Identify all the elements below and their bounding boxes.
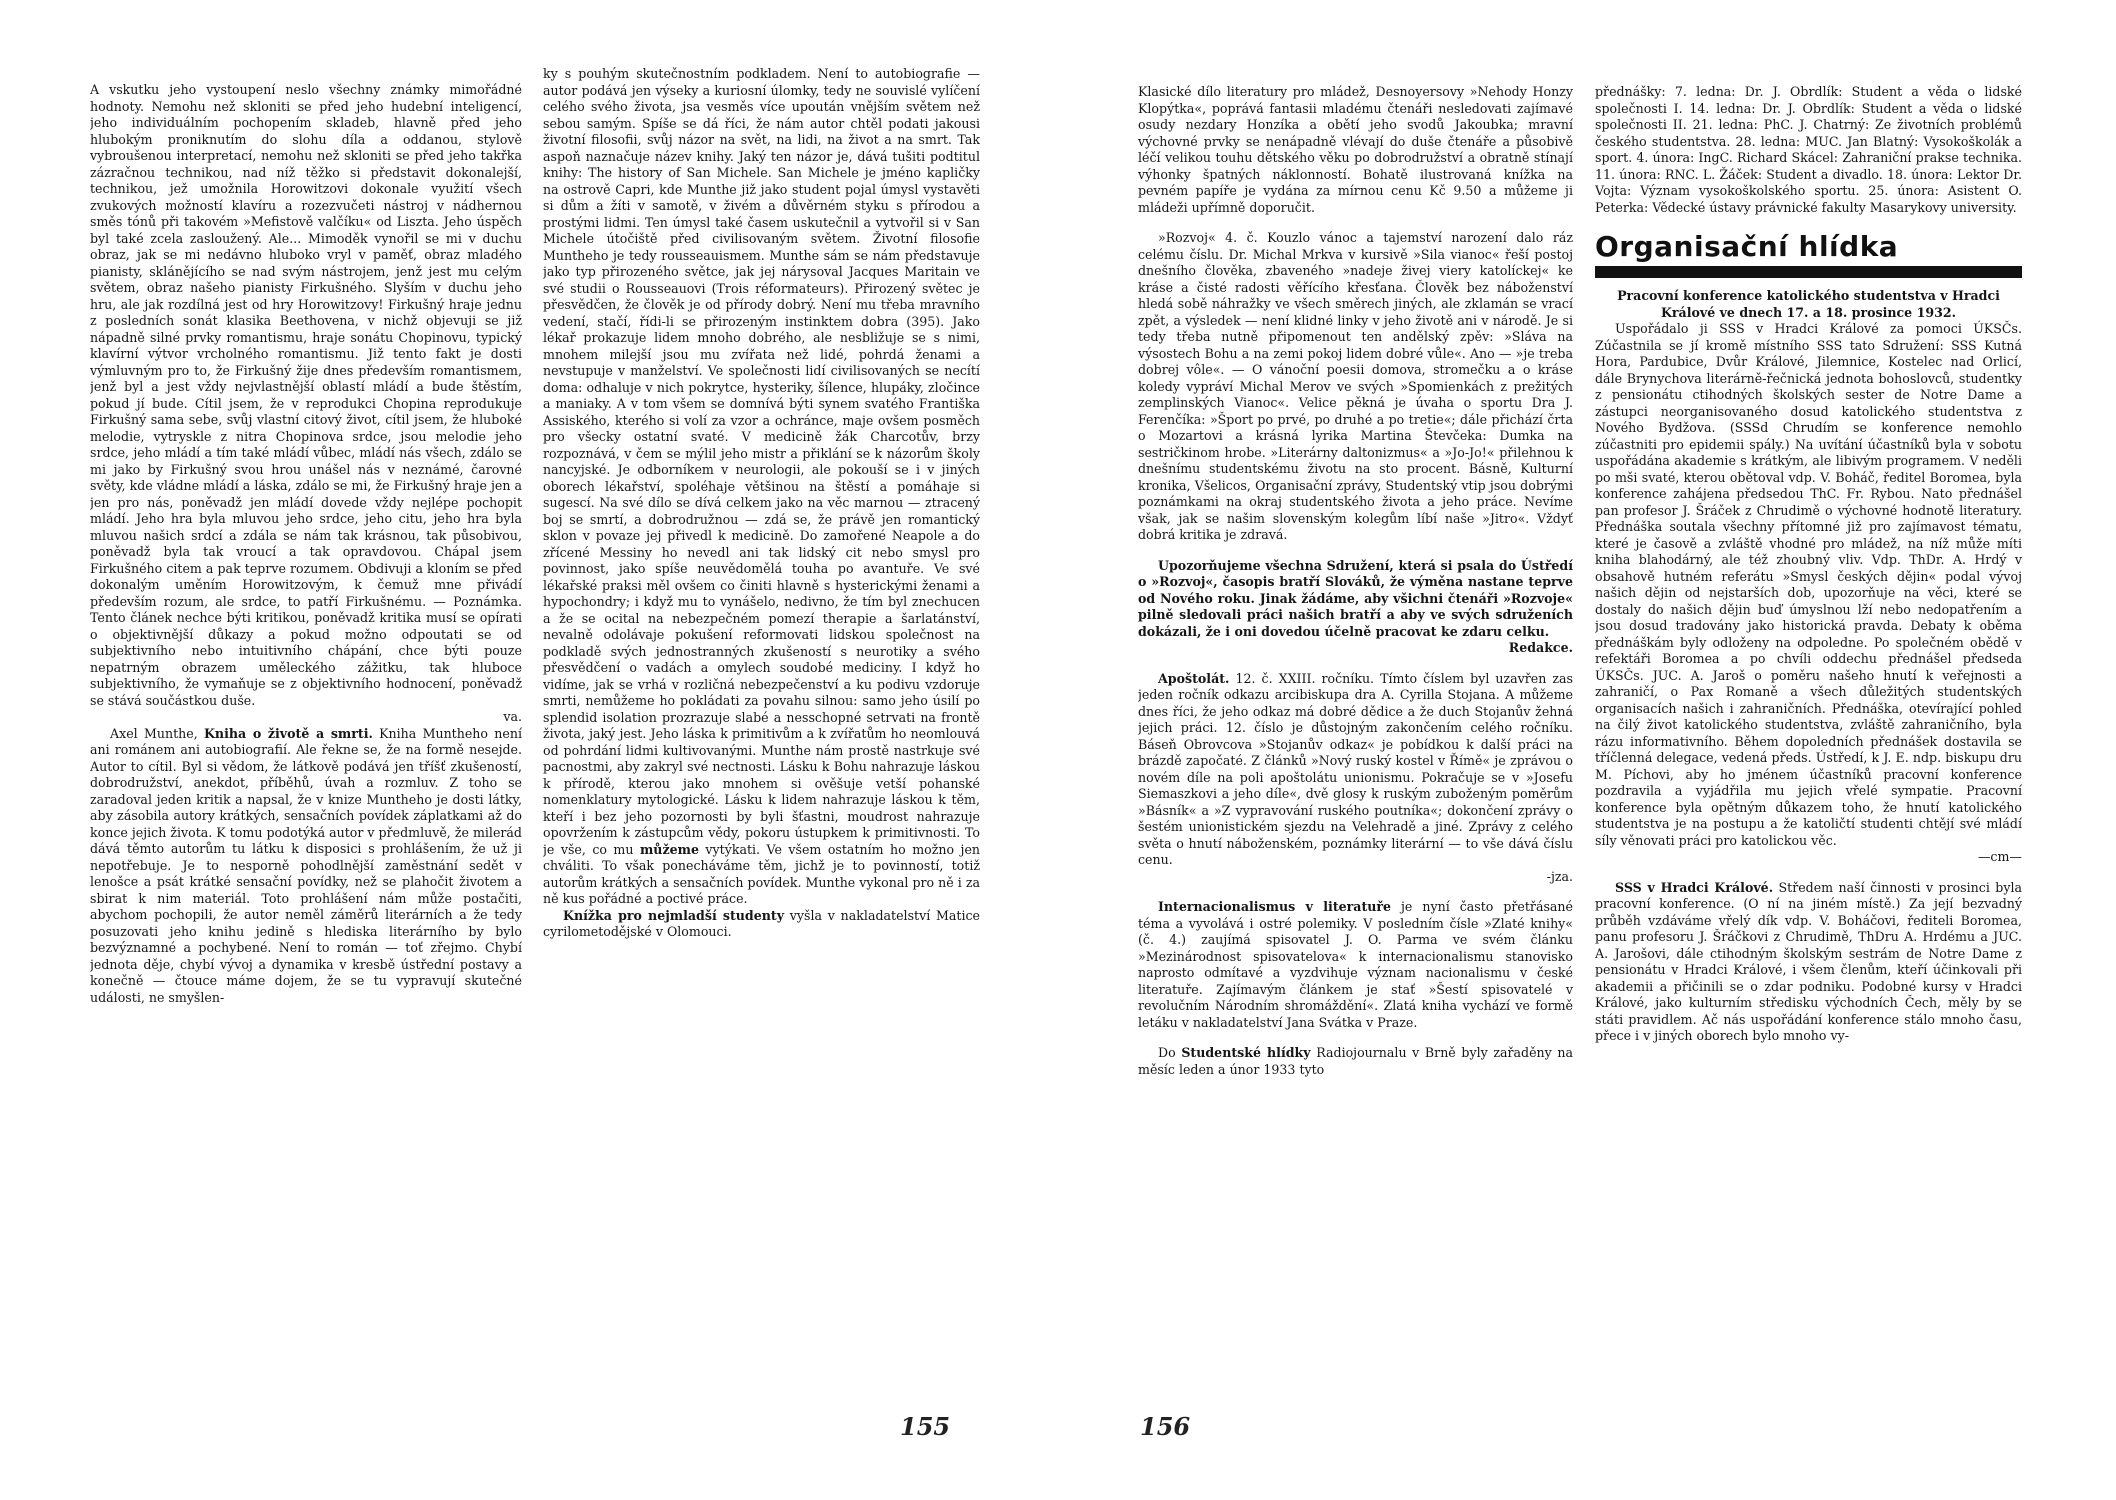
conference-headline: Pracovní konference katolického studentstva v Hradci Králové ve dnech 17. a 18. prosince 1932.: [1617, 288, 2000, 320]
paragraph-radiojournal: [1138, 1045, 1573, 1078]
notice-signature: Redakce.: [1508, 640, 1573, 655]
item-title: Knížka pro nejmladší studenty: [563, 907, 785, 923]
paragraph-lecture-list: přednášky: 7. ledna: Dr. J. Obrdlík: Student a věda o lidské společnosti I. 14. ledna: Dr. J. Obrdlík: Student a věda o lidské společnosti II. 21. ledna: PhC. J. Chatrný: Ze životních problémů českého studentstva. 28. ledna: MUC. Jan Blatný: Vysokoškolák a sport. 4. února: IngC. Richard Skácel: Zahraniční prakse technika. 11. února: RNC. L. Žáček: Student a divadlo. 18. února: Lektor Dr. Vojta: Význam vysokoškolského sportu. 25. února: Asistent O. Peterka: Vědecké ústavy právnické fakulty Masarykovy university.: [1595, 84, 2022, 215]
item-title: SSS v Hradci Králové.: [1615, 879, 1774, 895]
column-4: [1595, 84, 2022, 1454]
item-title: Apoštolát.: [1158, 670, 1230, 686]
emphasis: můžeme: [639, 841, 699, 857]
column-2: [543, 66, 980, 1456]
page-number-left: 155: [900, 1412, 951, 1441]
paragraph-sss-hradec: [1595, 880, 2022, 1045]
item-title: Studentské hlídky: [1181, 1045, 1311, 1060]
book-title: Kniha o životě a smrti.: [203, 725, 373, 741]
paragraph-internacionalismus: [1138, 899, 1573, 1031]
review-text: Kniha Muntheho není ani románem ani autobiografií. Ale řekne se, že na formě nesejde. Autor to cítil. Byl si vědom, že látkově podává jen tříšť zkušeností, dobrodružství, anekdot, příběhů, úvah a rozmluv. Z toho se zaradoval jeden kritik a napsal, že v knize Muntheho je dosti látky, aby zásobila autory krátkých, sensačních povídek záplatkami až do konce jejich života. K tomu podotýká autor v předmluvě, že milerád dává těmto autorům tu látku k disposici s prohlášením, že už ji nepotřebuje. Je to nesporně pohodlnější zaměstnání sedět v lenošce a psát krátké sensační povídky, než se plahočit životem a sbirat k nim materiál. Toto prohlášení nám může postačiti, abychom pochopili, že autor neměl záměrů literárních a že tedy posuzovati jeho knihu jedině s hlediska literárního by bylo bezvýznamné a pochybené. Není to román — toť zřejmo. Chybí jednota děje, chybí vývoj a dynamika v kresbě ústřední postavy a konečně — čtouce máme dojem, že se tu vypravují skutečné události, ne smyšlen-: [90, 725, 522, 1005]
signature-va: va.: [503, 709, 522, 724]
paragraph-youngest-students-book: [543, 908, 980, 941]
item-text: je nyní často přetřásané téma a vyvolává i ostré polemiky. V posledním čísle »Zlaté knihy« (č. 4.) zaujímá spisovatel J. O. Parma ve svém článku »Mezinárodnost spisovatelova« k internacionalismu stanovisko naprosto odmítavé a vyzdvihuje význam nacionalismu v české literatuře. Zajímavým článkem je stať »Šestí spisovatelé v revolučním Národním shromáždění«. Zlatá kniha vychází ve formě letáku v nakladatelství Jana Svátka v Praze.: [1138, 899, 1573, 1030]
column-3: [1138, 84, 1573, 1454]
paragraph-apostolat: [1138, 671, 1573, 886]
paragraph-rozvoj: »Rozvoj« 4. č. Kouzlo vánoc a tajemství narození dalo ráz celému číslu. Dr. Michal Mrkva v kursivě »Sila vianoc« řeší postoj dnešního člověka, zbaveného »nadeje živej viery katolíckej« ke kráse a čisté radosti věřícího křesťana. Člověk bez náboženství hledá sobě náhražky ve všech směrech jiných, ale zklamán se vrací zpět, a výsledek — není klidné linky v jeho životě ani v národě. Je si tedy třeba nutně připomenout ten andělský zpěv: »Sláva na výsostech Bohu a na zemi pokoj lidem dobré vůle«. Ano — »je treba dobrej vôle«. — O vánoční poesii domova, stromečku a o kráse koledy vypráví Michal Merov ve svých »Spomienkách z prežitých zemplinských Vianoc«. Velice pěkná je úvaha o sportu Dra J. Ferenčíka: »Šport po prvé, po druhé a po tretie«; dále přichází črta o Mozartovi a krásná lyrika Martina Števčeka: Dumka na sestričkinom hrobe. »Literárny daltonizmus« a »Jo-Jo!« přilehnou k dnešnímu studentskému životu na sto procent. Básně, Kulturní kronika, Všelicos, Organisační zprávy, Studentský vtip jsou dobrými poznámkami na okraj studentského života a jeho práce. Nevíme však, jak se našim slovenským kolegům líbí naše »Jitro«. Vždyť dobrá kritika je zdravá.: [1138, 230, 1573, 542]
page-number-right: 156: [1140, 1412, 1191, 1441]
notice-rozvoj: [1138, 558, 1573, 657]
paragraph-horowitz-firkusny: A vskutku jeho vystoupení neslo všechny známky mimořádné hodnoty. Nemohu než skloniti se před jeho hudební inteligencí, jeho individuálním pochopením skladeb, hlavně před jeho hlubokým proniknutím do slohu díla a oddanou, stylově vybroušenou interpretací, nemohu než skloniti se před jeho takřka zázračnou technikou, nad níž těžko si představit dokonalejší, technikou, jež umožnila Horowitzovi dokonale využití všech zvukových možností klavíru a rozezvučeti nástroj v nádhernou směs tónů při takovém »Mefistově valčíku« od Liszta. Jeho úspěch byl také zcela zasloužený. Ale... Mimoděk vynořil se mi v duchu obraz, jak se mi nedávno hluboko vryl v paměť, obraz mladého pianisty, sklánějícího se nad svým nástrojem, jenž jest mu celým světem, obraz našeho pianisty Firkušného. Slyším v duchu jeho hru, ale jak rozdílná jest od hry Horowitzovy! Firkušný hraje jednu z posledních sonát klasika Beethovena, v nichž objevuji se již nápadně silné prvky romantismu, hraje sonátu Chopinovu, typický klavírní výtvor vrcholného romantismu. Již tento fakt je dosti výmluvným pro to, že Firkušný žije dnes především romantismem, jenž byl a jest vždy nejvlastnější oblastí mládí a bude štěstím, pokud jí bude. Cítil jsem, že v reprodukci Chopina reprodukuje Firkušný sama sebe, svůj vlastní citový život, cítil jsem, že hluboké melodie, vytryskle z nitra Chopinova srdce, jsou melodie jeho srdce, jeho mládí a tím také mládí vůbec, mládí nás všech, zdálo se mi jako by Firkušný svou hrou unášel nás v neznámé, čarovné světy, kde vládne mládí a láska, zdálo se mi, že Firkušný hraje jen a jen pro nás, poněvadž jen mládí dovede vždy nejlépe pochopit mládí. Jeho hra byla mluvou jeho srdce, jeho citu, jeho hra byla mluvou našich srdcí a zdála se nám tak krásnou, tak působivou, poněvadž byla tak vroucí a tak opravdovou. Chápal jsem Firkušného citem a pak teprve rozumem. Obdivuji a kloním se před dokonalým uměním Horowitzovým, k čemuž mne přivádí především rozum, ale srdce, to patří Firkušnému. — Poznámka. Tento článek nechce býti kritikou, poněvadž kritika musí se opírati o objektivnější důkazy a pokud možno odpoutati se od subjektivního nebo intuitivního chápání, chce býti pouze nepatrným obrazem uměleckého zážitku, tak hluboce subjektivního, že vymaňuje se z objektivního hodnocení, poněvadž se stává součástkou duše.: [90, 82, 522, 708]
paragraph-munthe-review: [90, 726, 522, 1007]
item-text: vyšla v nakladatelství Matice cyrilometodějské v Olomouci.: [543, 907, 980, 939]
item-title: Internacionalismus v literatuře: [1158, 899, 1392, 914]
paragraph-text: ky s pouhým skutečnostním podkladem. Není to autobiografie — autor podává jen výseky a kuriosní úlomky, tedy ne souvislé vylíčení celého svého života, jsa vesměs více upoután vnějším světem než sebou samým. Spíše se dá říci, že nám autor chtěl podati jakousi životní filosofii, svůj názor na svět, na lidi, na život a na smrt. Tak aspoň naznačuje název knihy. Jaký ten názor je, dává tušiti podtitul knihy: The history of San Michele. San Michele je jméno kapličky na ostrově Capri, kde Munthe již jako student pojal úmysl vystavěti si dům a žíti v samotě, v živém a důvěrném styku s přírodou a prostými lidmi. Ten úmysl také časem uskutečnil a vytvořil si v San Michele útočiště před civilisovaným světem. Životní filosofie Muntheho je tedy rousseauismem. Munthe sám se nám představuje jako typ přirozeného světce, jak jej nárysoval Jacques Maritain ve své studii o Rousseauovi (Trois réformateurs). Přirozený světec je přesvědčen, že člověk je od přírody dobrý. Není mu třeba mravního vedení, stačí, řídi-li se přirozeným instinktem dobra (395). Jako lékař prokazuje lidem mnoho dobrého, ale nesbližuje se s nimi, mnohem milejší jsou mu zvířata než lidé, pohrdá ženami a nevstupuje v manželství. Ve společnosti lidí civilisovaných se necítí doma: odhaluje v nich pokrytce, hysteriky, šílence, hlupáky, zločince a maniaky. A v tom všem se domnívá býti synem svatého Františka Assiského, kterého si volí za vzor a ochránce, maje ovšem posměch pro všecky ostatní svaté. V medicině žák Charcotův, brzy rozpoznává, v čem se mýlil jeho mistr a přiklání se k názorům školy nancyjské. Je odborníkem v neurologii, ale pokouší se i v jiných oborech lékařství, spoléhaje většinou na štěstí a pomáhaje si sugescí. Na své dílo se dívá celkem jako na věc marnou — ztracený boj se smrtí, a dobrodružnou — zdá se, že právě jen romantický sklon v povaze jej přivedl k medicině. Do zamořené Neapole a do zřícené Messiny ho nevedl ani tak lidský cit nebo smysl pro povinnost, jako spíše neuvědomělá touha po avantuře. Ve své lékařské praksi měl ovšem co činiti hlavně s hysterickými ženami a hypochondry; i když mu to vynášelo, nedivno, že tím byl znechucen a že se ocital na nebezpečném pomezí therapie a šarlatánství, nevalně odolávaje pokušení reformovati lidskou společnost na podkladě svých jednostranných zkušeností s neurotiky a svého přesvědčení o vadách a omylech soudobé mediciny. I když ho vidíme, jak se vrhá v rozličná nebezpečenství a ku podivu vzdoruje smrti, nemůžeme ho pokládati za povahu silnou: samo jeho úsilí po splendid isolation prozrazuje slabé a nesschopné setrvati na frontě života, jaký jest. Jeho láska k primitivům a k zvířatům ho neomlouvá od pohrdání lidmi kultivovanými. Munthe nám prostě nastrkuje své pacnostmi, aby zakryl své nectnosti. Lásku k Bohu nahrazuje láskou k přírodě, kterou jako mnohem si ověšuje vetší pohanské nomenklatury mytologické. Lásku k lidem nahrazuje láskou k těm, kteří i bez jeho pozornosti by byli šťastni, moudrost nahrazuje opovržením k zástupcům vědy, pokoru ústupkem k primitivnosti. To je vše, co mu: [543, 66, 980, 857]
signature-cm: —cm—: [1977, 849, 2022, 864]
item-lead: Do: [1158, 1045, 1182, 1060]
section-heading: [1595, 230, 2022, 278]
item-signature: -jza.: [1546, 868, 1573, 884]
paragraph-conference-report: Uspořádalo ji SSS v Hradci Králové za pomoci ÚKSČs. Zúčastnila se jí kromě místního SSS tato Sdružení: SSS Kutná Hora, Pardubice, Dvůr Králové, Jilemnice, Kostelec nad Orlicí, dále Brynychova literárně-řečnická jednota bohoslovců, studentky z pensionátu ctihodných školských sester de Notre Dame a zástupci neorganisovaného dosud katolického studentstva z Nového Bydžova. (SSSd Chrudím se konference nemohlo zúčastniti pro epidemii spály.) Na uvítání účastníků byla v sobotu uspořádána akademie s krátkým, ale libivým programem. V neděli po mši svaté, kterou obětoval vdp. V. Boháč, ředitel Boromea, byla konference zahájena předsedou ThC. Fr. Rybou. Nato přednášel pan profesor J. Šráček z Chrudimě o výchovné hodnotě literatury. Přednáška soutala všechny přítomné již pro zajímavost tématu, které je časově a zvláště vhodné pro mládež, na níž může míti kniha blahodárný, ale též zhoubný vliv. Vdp. ThDr. A. Hrdý v obsahově hutném referátu »Smysl českých dějin« podal vývoj našich dějin od nejstarších dob, upozorňuje na věci, které se dostaly do našich dějin buď úmyslnou lží nebo nedopatřením a jsou dosud tradovány jako historická pravda. Debaty k oběma přednáškám byly odloženy na odpoledne. Po společném obědě v refektáři Boromea a po chvíli oddechu přednášel předseda ÚKSČs. JUC. A. Jaroš o poměru našeho hnutí k veřejnosti a zahraničí, o Pax Romaně a všech důležitých studentských organisacích našich i zahraničních. Přednáška, otevírající pohled na čilý život katolického studentstva, zvláště zahraničního, byla rázu informativního. Během dopoledních přednášek dostavila se tříčlenná delegace, vedená předs. Ústředí, k J. E. ndp. biskupu dru M. Píchovi, aby ho jménem účastníků pracovní konference pozdravila a vyjádřila mu jejich vřelé sympatie. Pracovní konference byla opětným důkazem toho, že hnutí katolického studentstva je na postupu a že katoličtí studenti chtějí své mládí síly věnovati práci pro katolickou věc.: [1595, 321, 2022, 848]
author-name: Axel Munthe,: [110, 725, 204, 741]
notice-text: Upozorňujeme všechna Sdružení, která si psala do Ústředí o »Rozvoj«, časopis bratří Slováků, že výměna nastane teprve od Nového roku. Jinak žádáme, aby všichni čtenáři »Rozvoje« pilně sledovali práci našich bratří a aby ve svých sdruženích dokázali, že i oni dovedou účelně pracovat ke zdaru celku.: [1138, 557, 1573, 639]
item-text: Středem naší činnosti v prosinci byla pracovní konference. (O ní na jiném místě.) Za její bezvadný průběh vzdáváme vřelý dík vdp. V. Boháčovi, řediteli Boromea, panu profesoru J. Šráčkovi z Chrudimě, ThDru A. Hrdému a JUC. A. Jarošovi, dále ctihodným školským sestrám de Notre Dame z pensionátu v Hradci Králové, i všem členům, kteří účinkovali při akademii a přičinili se o zdar podniku. Podobné kursy v Hradci Králové, jako kulturním středisku východních Čech, měly by se státi pravidlem. Ač nás uspořádání konference stálo mnoho času, přece i v jiných oborech bylo mnoho vy-: [1595, 879, 2022, 1043]
paragraph-text-end: vytýkati. Ve všem ostatním ho možno jen chváliti. To však ponecháváme těm, jichž je to povinností, totiž autorům krátkých a sensačních povídek. Munthe vykonal pro ně i za ně kus pořádné a poctivé práce.: [543, 841, 980, 906]
item-text: Radiojournalu v Brně byly zařaděny na měsíc leden a únor 1933 tyto: [1138, 1045, 1573, 1077]
paragraph-desnoyers: Klasické dílo literatury pro mládež, Desnoyersovy »Nehody Honzy Klopýtka«, poprává fantasii mladému čtenáři nesledovati zajímavé osudy nezdary Honzíka a obětí jeho svodů Jakoubka; mravní výchovné prvky se nenápadně vlévají do duše čtenáře a působivě léčí velikou touhu dětského věku po dobrodružství a obratně stínají výhonky špatných náklonností. Bohatě ilustrovaná knížka na pevném papíře je vydána za mírnou cenu Kč 9.50 a můžeme ji mládeži upřímně doporučit.: [1138, 84, 1573, 215]
item-text: 12. č. XXIII. ročníku. Tímto číslem byl uzavřen zas jeden ročník odkazu arcibiskupa dra A. Cyrilla Stojana. A můžeme dnes říci, že jeho odkaz má dobré dědice a že duch Stojanův žehná jejich práci. 12. číslo je důstojným zakončením celého ročníku. Báseň Obrovcova »Stojanův odkaz« je pobídkou k další práci na brázdě započaté. Z článků »Nový ruský kostel v Římě« je zprávou o novém díle na poli apoštolátu unionismu. Pokračuje se v »Josefu Siemaszkovi a jeho díle«, dvě glosy k ruským zuboženým poměrům »Básník« a »Z vypravování ruského poutníka«; dokončení zprávy o šestém unionistickém sjezdu na Velehradě a jiné. Zprávy z celého světa o hnutí náboženském, poznámky literární — to vše dává číslu cenu.: [1138, 670, 1573, 867]
paragraph-munthe-continued: [543, 66, 980, 908]
column-1: [90, 82, 522, 1452]
section-title: Organisační hlídka: [1595, 230, 1899, 263]
